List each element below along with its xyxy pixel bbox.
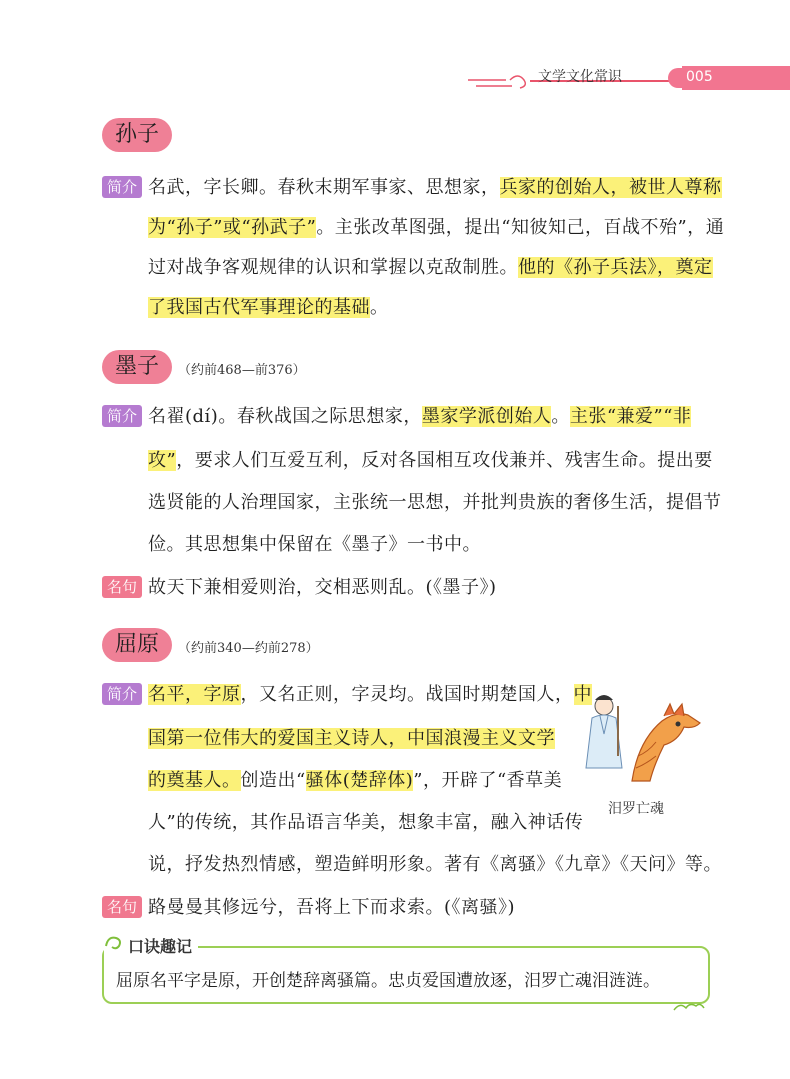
dates-quyuan: （约前340—约前278）: [178, 641, 319, 656]
text-segment: 。主张改革图强，提出“知彼知己，百战不殆”，通: [316, 217, 725, 238]
illustration-caption: 汨罗亡魂: [608, 801, 664, 817]
quote-mozi: 故天下兼相爱则治，交相恶则乱。(《墨子》): [148, 577, 497, 598]
highlighted-text: 兵家的创始人，被世人尊称: [499, 177, 722, 198]
intro-line: [148, 293, 389, 319]
intro-line: [148, 213, 724, 239]
header-section-title: 文学文化常识: [538, 69, 622, 85]
highlighted-text: 为“孙子”或“孙武子”: [148, 217, 317, 238]
text-segment: 。: [551, 406, 570, 427]
heading-sunzi: 孙子: [102, 118, 172, 152]
mnemonic-corner-ornament: [672, 1000, 706, 1016]
heading-quyuan: 屈原: [102, 628, 172, 662]
intro-line: [148, 850, 722, 876]
text-segment: 说，抒发热烈情感，塑造鲜明形象。著有《离骚》《九章》《天问》等。: [148, 854, 722, 875]
text-segment: 名武，字长卿。春秋末期军事家、思想家，: [148, 177, 500, 198]
intro-line: [148, 724, 555, 750]
header-cloud-ornament: [466, 64, 536, 94]
intro-line: [148, 766, 562, 792]
intro-line: [148, 173, 722, 199]
quyuan-dragon-boat-illustration: [574, 686, 704, 786]
highlighted-text: 了我国古代军事理论的基础: [148, 297, 370, 318]
quote-tag-quyuan: 名句: [102, 896, 142, 918]
highlighted-text: 墨家学派创始人: [421, 406, 552, 427]
highlighted-text: 他的《孙子兵法》，奠定: [518, 257, 713, 278]
text-segment: ，要求人们互爱互利，反对各国相互攻伐兼并、残害生命。提出要: [176, 450, 713, 471]
text-segment: ”，开辟了“香草美: [413, 770, 563, 791]
intro-tag-mozi: 简介: [102, 405, 142, 427]
text-segment: ，又名正则，字灵均。战国时期楚国人，: [240, 684, 574, 705]
intro-line: [148, 808, 583, 834]
highlighted-text: 中: [573, 684, 592, 705]
text-segment: 人”的传统，其作品语言华美，想象丰富，融入神话传: [148, 812, 584, 833]
text-segment: 过对战争客观规律的认识和掌握以克敌制胜。: [148, 257, 518, 278]
text-segment: 选贤能的人治理国家，主张统一思想，并批判贵族的奢侈生活，提倡节: [148, 492, 722, 513]
highlighted-text: 名平，字原: [148, 684, 241, 705]
dates-mozi: （约前468—前376）: [178, 363, 306, 378]
heading-mozi: 墨子: [102, 350, 172, 384]
highlighted-text: 主张“兼爱”“非: [569, 406, 692, 427]
mnemonic-swirl-icon: [102, 932, 130, 956]
intro-line: [148, 488, 722, 514]
intro-tag-sunzi: 简介: [102, 176, 142, 198]
intro-line: [148, 446, 713, 472]
header-page-bar: [682, 66, 790, 90]
text-segment: 。: [370, 297, 389, 318]
intro-line: [148, 530, 481, 556]
page-number: 005: [686, 69, 713, 85]
intro-line: [148, 402, 691, 428]
intro-tag-quyuan: 简介: [102, 683, 142, 705]
text-segment: 俭。其思想集中保留在《墨子》一书中。: [148, 534, 481, 555]
highlighted-text: 骚体(楚辞体): [305, 770, 414, 791]
text-segment: 名翟(dí)。春秋战国之际思想家，: [148, 406, 422, 427]
highlighted-text: 攻”: [148, 450, 177, 471]
intro-line: [148, 680, 592, 706]
mnemonic-title: 口诀趣记: [128, 937, 193, 956]
quote-quyuan: 路曼曼其修远兮，吾将上下而求索。(《离骚》): [148, 897, 516, 918]
quote-tag-mozi: 名句: [102, 576, 142, 598]
highlighted-text: 国第一位伟大的爱国主义诗人，中国浪漫主义文学: [148, 728, 555, 749]
highlighted-text: 的奠基人。: [148, 770, 241, 791]
intro-line: [148, 253, 713, 279]
mnemonic-text: 屈原名平字是原，开创楚辞离骚篇。忠贞爱国遭放逐，汨罗亡魂泪涟涟。: [116, 971, 660, 991]
text-segment: 创造出“: [240, 770, 306, 791]
